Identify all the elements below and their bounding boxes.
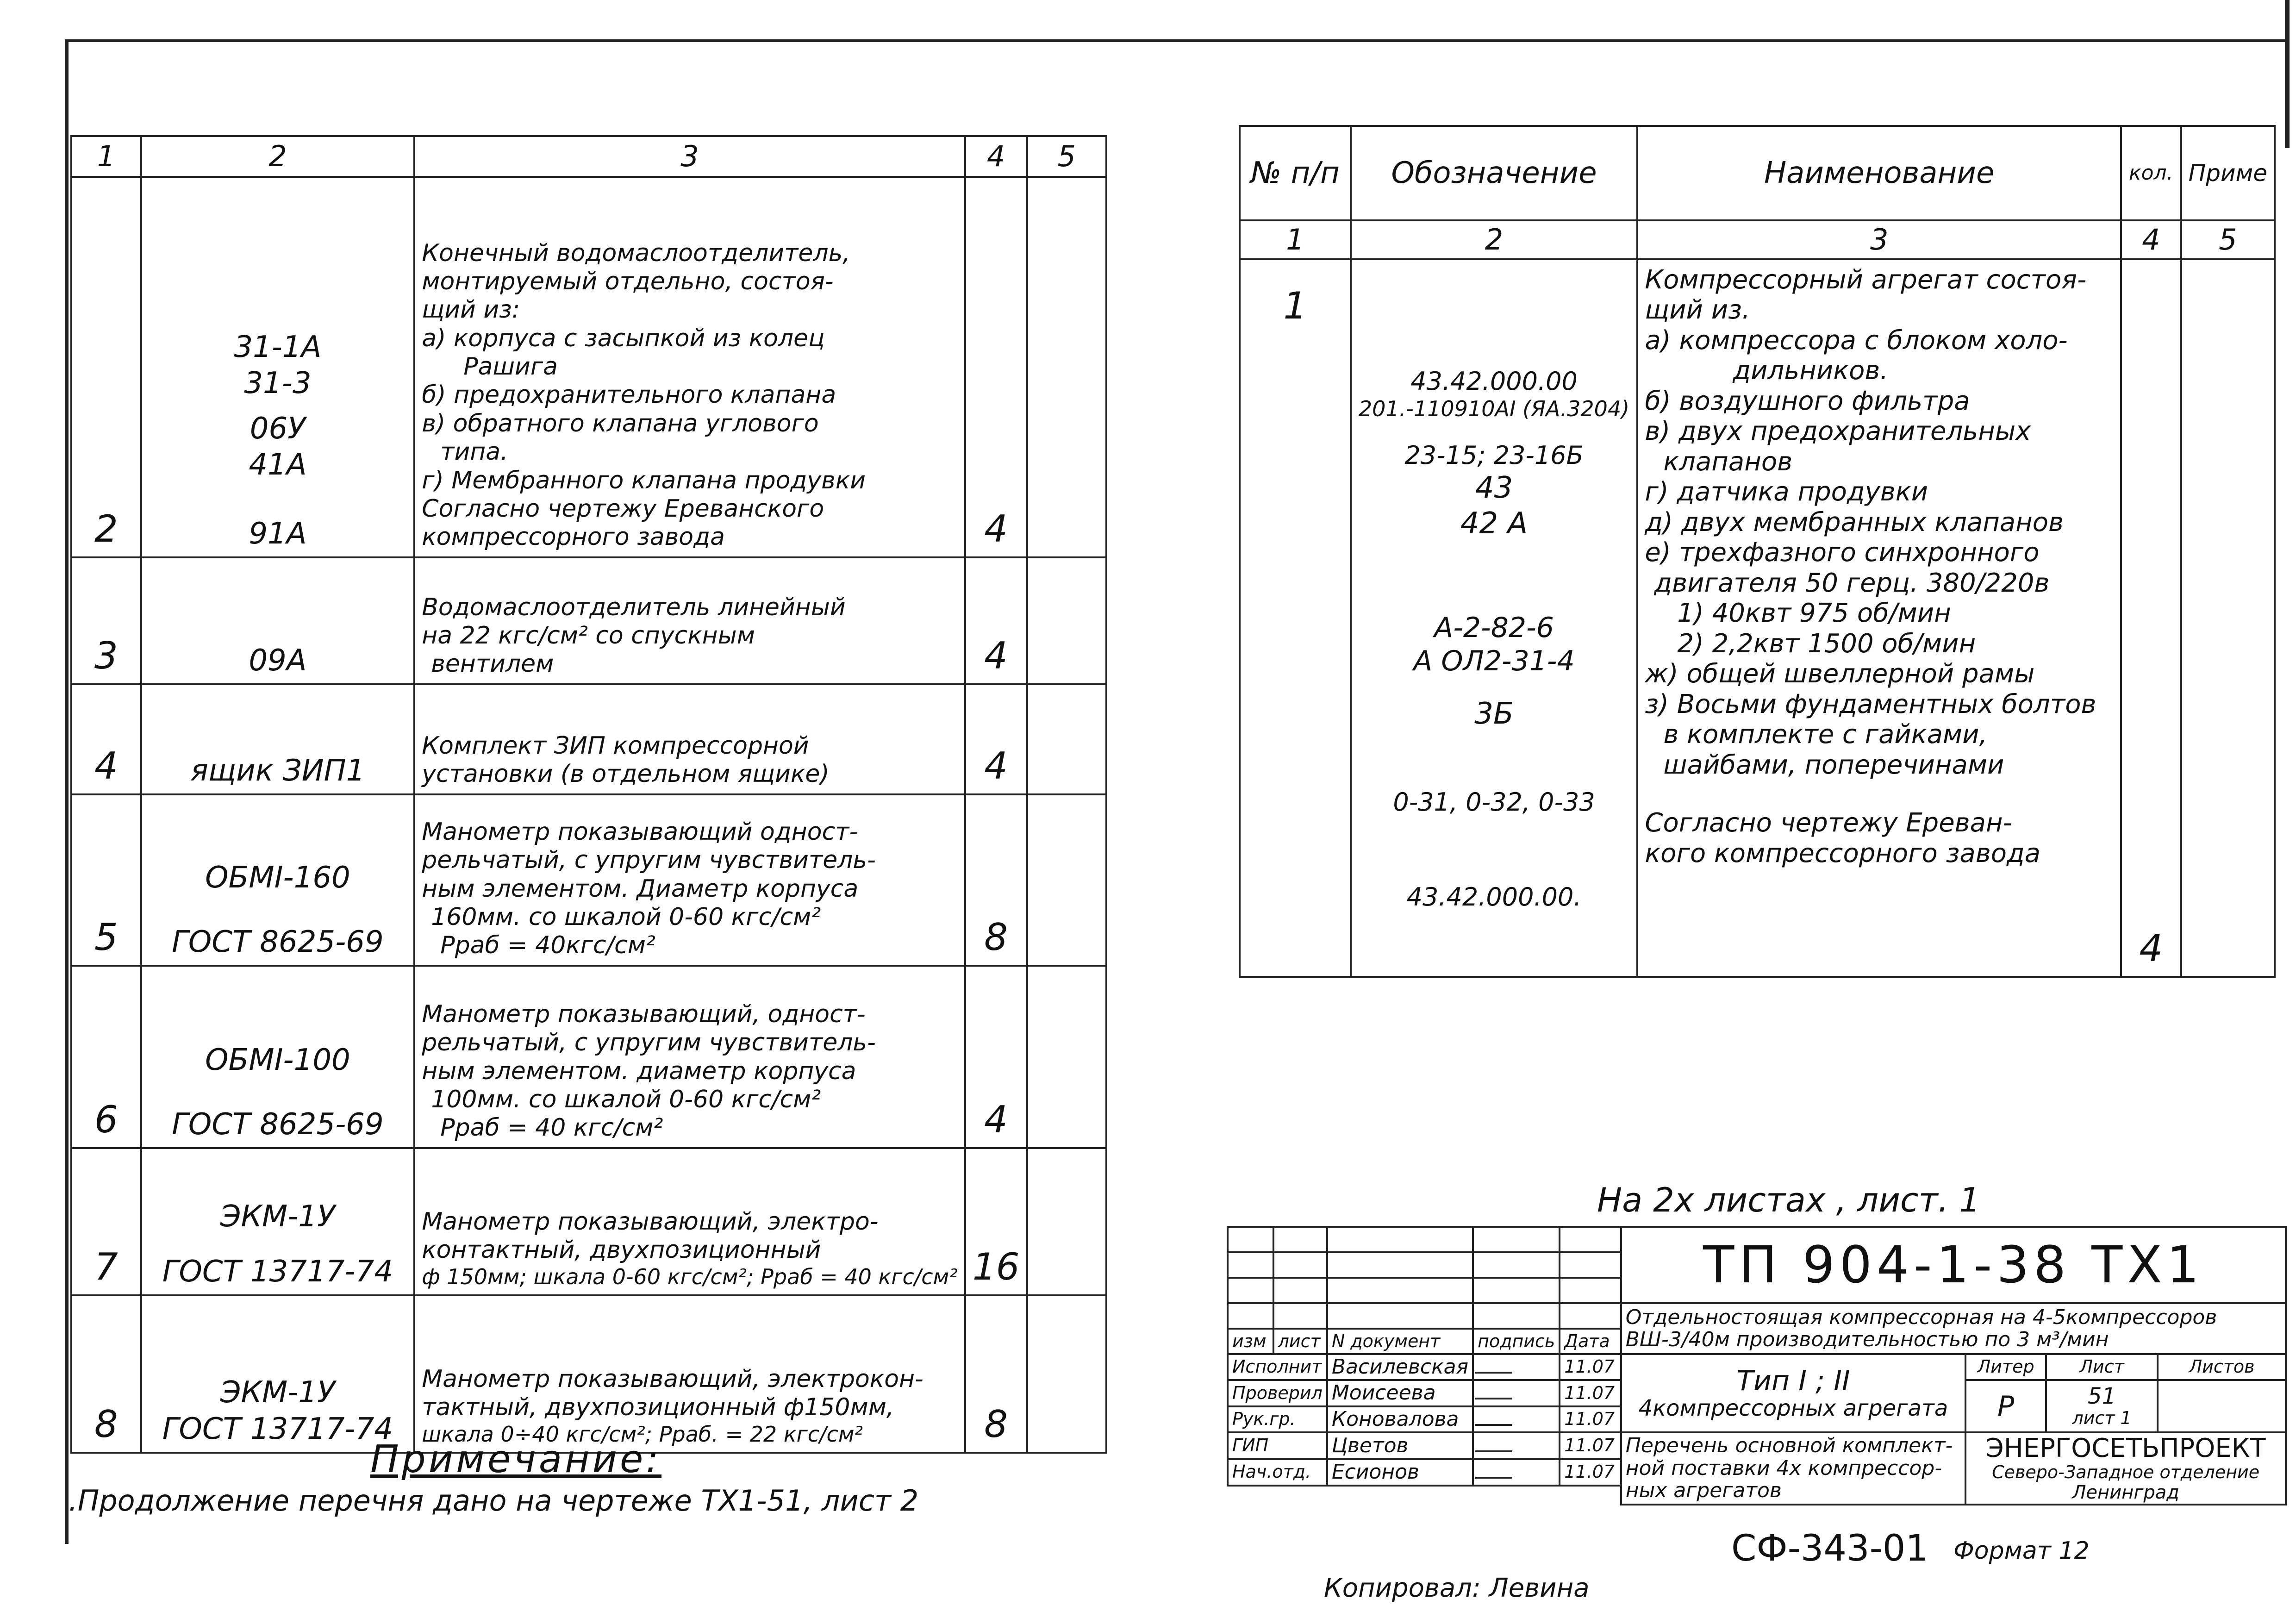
staff-date: 11.07 bbox=[1560, 1354, 1621, 1380]
staff-date: 11.07 bbox=[1560, 1406, 1621, 1432]
frame-right-border bbox=[2285, 0, 2290, 148]
project-title: Отдельностоящая компрессорная на 4-5компрессоров ВШ-3/40м производительностью по 3 м³/мин bbox=[1621, 1303, 2286, 1354]
organization: ЭНЕРГОСЕТЬПРОЕКТ Северо-Западное отделение Ленинград bbox=[1965, 1432, 2286, 1504]
title-block bbox=[1227, 1226, 2287, 1505]
frame-left-border bbox=[65, 39, 69, 1544]
right-table-subheader bbox=[1240, 220, 2275, 259]
right-table-header bbox=[1240, 126, 2275, 220]
header-cell: 5 bbox=[1027, 136, 1107, 177]
col-header: N документ bbox=[1327, 1329, 1473, 1354]
left-specification-table bbox=[70, 135, 1107, 1454]
designation-cell: 09А bbox=[141, 557, 415, 684]
row-number: 4 bbox=[71, 684, 141, 794]
signature bbox=[1473, 1406, 1560, 1432]
designation-cell: 31-1А 31-3 06У 41А 91А bbox=[141, 177, 415, 557]
quantity-cell: 4 bbox=[965, 966, 1027, 1148]
document-number: СФ-343-01 bbox=[1731, 1528, 1929, 1569]
quantity-cell: 4 bbox=[965, 684, 1027, 794]
sheets-note: На 2х листах , лист. 1 bbox=[1597, 1181, 1981, 1219]
designation-cell: 43.42.000.00 201.-110910АI (ЯА.3204) 23-15; 23-16Б 43 42 А А-2-82-6 А ОЛ2-31-4 3Б 0-31, 0-32, 0-33 43.42.000.00. bbox=[1351, 259, 1638, 977]
col-header: изм bbox=[1228, 1329, 1273, 1354]
stage-header: Литер bbox=[1965, 1354, 2046, 1380]
header-cell: кол. bbox=[2121, 126, 2181, 220]
notes-cell bbox=[1027, 684, 1107, 794]
signature bbox=[1473, 1432, 1560, 1459]
notes-cell bbox=[1027, 557, 1107, 684]
staff-role: Исполнит bbox=[1228, 1354, 1327, 1380]
notes-cell bbox=[1027, 794, 1107, 966]
header-cell: Обозначение bbox=[1351, 126, 1638, 220]
sheets-total bbox=[2158, 1380, 2286, 1432]
name-cell: Комплект ЗИП компрессорной установки (в отдельном ящике) bbox=[414, 684, 965, 794]
notes-cell bbox=[1027, 1295, 1107, 1453]
staff-name: Цветов bbox=[1327, 1432, 1473, 1459]
header-cell: 3 bbox=[1637, 220, 2121, 259]
designation-cell: ОБМI-160 ГОСТ 8625-69 bbox=[141, 794, 415, 966]
staff-role: Рук.гр. bbox=[1228, 1406, 1327, 1432]
quantity-cell: 8 bbox=[965, 794, 1027, 966]
name-cell: Манометр показывающий одност- рельчатый, с упругим чувствитель- ным элементом. Диаметр корпуса 160мм. со шкалой 0-60 кгс/см² Рраб = 40кгс/см² bbox=[414, 794, 965, 966]
notes-cell bbox=[1027, 1148, 1107, 1295]
name-cell: Манометр показывающий, электро- контактный, двухпозиционный ф 150мм; шкала 0-60 кгс/см²; Рраб = 40 кгс/см² bbox=[414, 1148, 965, 1295]
table-row bbox=[71, 177, 1106, 557]
table-row bbox=[1240, 259, 2275, 977]
name-cell: Манометр показывающий, одност- рельчатый, с упругим чувствитель- ным элементом. диаметр корпуса 100мм. со шкалой 0-60 кгс/см² Рраб = 40 кгс/см² bbox=[414, 966, 965, 1148]
staff-role: ГИП bbox=[1228, 1432, 1327, 1459]
designation-cell: ящик ЗИП1 bbox=[141, 684, 415, 794]
staff-role: Проверил bbox=[1228, 1380, 1327, 1406]
signature bbox=[1473, 1354, 1560, 1380]
row-number: 7 bbox=[71, 1148, 141, 1295]
table-row bbox=[71, 1148, 1106, 1295]
staff-name: Есионов bbox=[1327, 1459, 1473, 1486]
designation-cell: ЭКМ-1У ГОСТ 13717-74 bbox=[141, 1148, 415, 1295]
header-cell: 5 bbox=[2181, 220, 2275, 259]
quantity-cell: 4 bbox=[2121, 259, 2181, 977]
table-row bbox=[71, 794, 1106, 966]
frame-top-border bbox=[65, 39, 2287, 42]
staff-date: 11.07 bbox=[1560, 1380, 1621, 1406]
drawing-code: ТП 904-1-38 ТХ1 bbox=[1621, 1227, 2286, 1303]
header-cell: № п/п bbox=[1240, 126, 1351, 220]
copied-by: Копировал: Левина bbox=[1324, 1573, 1590, 1603]
table-row bbox=[71, 966, 1106, 1148]
name-cell: Компрессорный агрегат состоя- щий из. а) компрессора с блоком холо- дильников. б) воздушного фильтра в) двух предохранительных клапанов г) датчика продувки д) двух мембранных клапанов е) трехфазного синхронного двигателя 50 герц. 380/220в 1) 40квт 975 об/мин 2) 2,2квт 1500 об/мин ж) общей швеллерной рамы з) Восьми фундаментных болтов в комплекте с гайками, шайбами, поперечинами Согласно чертежу Ереван- кого компрессорного завода bbox=[1637, 259, 2121, 977]
stage-header: Лист bbox=[2046, 1354, 2158, 1380]
header-cell: 2 bbox=[141, 136, 415, 177]
signature bbox=[1473, 1380, 1560, 1406]
notes-cell bbox=[2181, 259, 2275, 977]
header-cell: 4 bbox=[2121, 220, 2181, 259]
staff-date: 11.07 bbox=[1560, 1459, 1621, 1486]
header-cell: 2 bbox=[1351, 220, 1638, 259]
staff-date: 11.07 bbox=[1560, 1432, 1621, 1459]
sheet-value: 51 лист 1 bbox=[2046, 1380, 2158, 1432]
staff-name: Коновалова bbox=[1327, 1406, 1473, 1432]
col-header: подпись bbox=[1473, 1329, 1560, 1354]
col-header: лист bbox=[1273, 1329, 1327, 1354]
stage-header: Листов bbox=[2158, 1354, 2286, 1380]
sheet-title: Перечень основной комплект-ной поставки 4х компрессор-ных агрегатов bbox=[1621, 1432, 1966, 1504]
quantity-cell: 8 bbox=[965, 1295, 1027, 1453]
note-text: .Продолжение перечня дано на чертеже ТХ1-51, лист 2 bbox=[69, 1484, 919, 1518]
staff-name: Моисеева bbox=[1327, 1380, 1473, 1406]
left-table-header bbox=[71, 136, 1106, 177]
quantity-cell: 4 bbox=[965, 177, 1027, 557]
quantity-cell: 16 bbox=[965, 1148, 1027, 1295]
row-number: 6 bbox=[71, 966, 141, 1148]
notes-cell bbox=[1027, 966, 1107, 1148]
note-title: Примечание: bbox=[370, 1437, 661, 1481]
table-row bbox=[71, 1295, 1106, 1453]
format-label: Формат 12 bbox=[1953, 1537, 2090, 1565]
header-cell: 1 bbox=[1240, 220, 1351, 259]
row-number: 1 bbox=[1240, 259, 1351, 977]
designation-cell: ЭКМ-1У ГОСТ 13717-74 bbox=[141, 1295, 415, 1453]
row-number: 2 bbox=[71, 177, 141, 557]
name-cell: Водомаслоотделитель линейный на 22 кгс/см² со спускным вентилем bbox=[414, 557, 965, 684]
row-number: 5 bbox=[71, 794, 141, 966]
header-cell: 3 bbox=[414, 136, 965, 177]
header-cell: Наименование bbox=[1637, 126, 2121, 220]
designation-cell: ОБМI-100 ГОСТ 8625-69 bbox=[141, 966, 415, 1148]
table-row bbox=[71, 684, 1106, 794]
name-cell: Манометр показывающий, электрокон- тактный, двухпозиционный ф150мм, шкала 0÷40 кгс/см²; Рраб. = 22 кгс/см² bbox=[414, 1295, 965, 1453]
row-number: 8 bbox=[71, 1295, 141, 1453]
quantity-cell: 4 bbox=[965, 557, 1027, 684]
notes-cell bbox=[1027, 177, 1107, 557]
name-cell: Конечный водомаслоотделитель, монтируемый отдельно, состоя- щий из: а) корпуса с засыпкой из колец Рашига б) предохранительного клапана в) обратного клапана углового типа. г) Мембранного клапана продувки Согласно чертежу Ереванского компрессорного завода bbox=[414, 177, 965, 557]
header-cell: 4 bbox=[965, 136, 1027, 177]
stage-value: Р bbox=[1965, 1380, 2046, 1432]
staff-name: Василевская bbox=[1327, 1354, 1473, 1380]
row-number: 3 bbox=[71, 557, 141, 684]
table-row bbox=[71, 557, 1106, 684]
header-cell: Приме bbox=[2181, 126, 2275, 220]
col-header: Дата bbox=[1560, 1329, 1621, 1354]
header-cell: 1 bbox=[71, 136, 141, 177]
signature bbox=[1473, 1459, 1560, 1486]
type-label: Тип I ; II 4компрессорных агрегата bbox=[1621, 1354, 1966, 1432]
right-specification-table bbox=[1239, 125, 2276, 978]
staff-role: Нач.отд. bbox=[1228, 1459, 1327, 1486]
